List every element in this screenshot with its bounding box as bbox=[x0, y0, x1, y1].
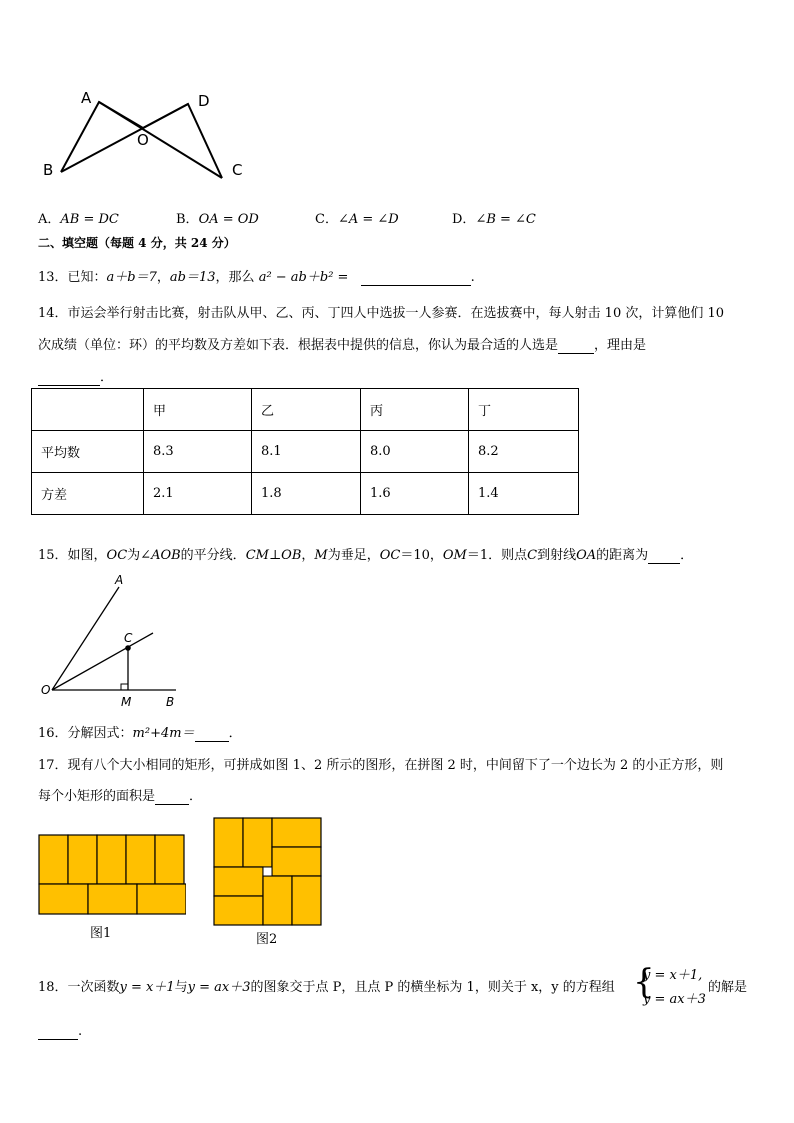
option-c bbox=[315, 208, 399, 227]
label-o: O bbox=[41, 683, 51, 697]
q14-line3 bbox=[38, 366, 113, 386]
table-cell: 1.8 bbox=[252, 473, 361, 515]
q15-text: 为垂足， bbox=[327, 548, 380, 563]
label-c: C bbox=[124, 631, 133, 645]
q17-line1: 17．现有八个大小相同的矩形，可拼成如图 1、2 所示的图形，在拼图 2 时，中间留下了一个边长为 2 的小正方形，则 bbox=[38, 758, 724, 773]
ray-oc bbox=[52, 633, 153, 690]
row-label: 方差 bbox=[32, 473, 144, 515]
q15-text: 15．如图， bbox=[38, 548, 107, 563]
q15-var: CM⊥OB bbox=[245, 548, 302, 563]
q13-blank[interactable] bbox=[361, 270, 471, 286]
center-square-hole bbox=[263, 867, 272, 876]
q17-line2-end: ． bbox=[189, 789, 203, 804]
label-a: A bbox=[115, 573, 124, 587]
q15-text: 为 bbox=[127, 548, 141, 563]
option-d-text: ∠B = ∠C bbox=[475, 212, 536, 227]
label-o: O bbox=[137, 131, 149, 149]
table-header-cell: 乙 bbox=[252, 389, 361, 431]
option-a-letter: A． bbox=[38, 212, 61, 227]
small-rectangle bbox=[88, 884, 137, 914]
small-rectangle bbox=[263, 876, 292, 925]
rectangles-figure-2 bbox=[213, 817, 323, 926]
table-cell: 1.4 bbox=[469, 473, 579, 515]
q16-prefix: 16．分解因式： bbox=[38, 726, 133, 741]
q18-line1 bbox=[38, 976, 615, 995]
q18-line2 bbox=[38, 1024, 82, 1040]
label-a: A bbox=[81, 89, 92, 107]
q15-text: 的平分线． bbox=[180, 548, 246, 563]
q18-tail: 的解是 bbox=[708, 980, 748, 995]
bowtie-figure bbox=[38, 86, 258, 188]
scores-table bbox=[31, 388, 579, 515]
q16-expr: m²+4m＝ bbox=[132, 726, 195, 741]
system-brace: { bbox=[633, 962, 655, 1002]
small-rectangle bbox=[126, 835, 155, 884]
q15-var: OC bbox=[379, 548, 401, 563]
table-header-cell: 丙 bbox=[361, 389, 469, 431]
q15-var: OA bbox=[576, 548, 597, 563]
q13-end: . bbox=[470, 270, 475, 285]
q14-blank-person[interactable] bbox=[558, 338, 594, 354]
q17-line2-text: 每个小矩形的面积是 bbox=[38, 789, 156, 804]
option-b bbox=[176, 208, 259, 227]
q14-line3-end: ． bbox=[100, 370, 114, 385]
fig1-caption: 图1 bbox=[90, 926, 112, 941]
q18-text: 的图象交于点 P，且点 P 的横坐标为 1，则关于 x，y 的方程组 bbox=[250, 980, 615, 995]
label-b: B bbox=[43, 161, 54, 179]
small-rectangle bbox=[272, 818, 321, 847]
table-cell: 8.3 bbox=[144, 431, 252, 473]
label-c: C bbox=[232, 161, 243, 179]
q15-var: C bbox=[527, 548, 538, 563]
q18-blank[interactable] bbox=[38, 1024, 78, 1040]
q15-var: ∠AOB bbox=[140, 548, 181, 563]
small-rectangle bbox=[214, 818, 243, 867]
label-d: D bbox=[198, 92, 210, 110]
table-header-cell: 甲 bbox=[144, 389, 252, 431]
q15-text: ＝10， bbox=[400, 548, 443, 563]
q13-cond2: ab＝13 bbox=[169, 270, 216, 285]
small-rectangle bbox=[39, 835, 68, 884]
q15-var: OC bbox=[106, 548, 128, 563]
option-b-letter: B． bbox=[176, 212, 199, 227]
q15-var: M bbox=[314, 548, 328, 563]
table-cell bbox=[32, 389, 144, 431]
option-c-letter: C． bbox=[315, 212, 338, 227]
small-rectangle bbox=[137, 884, 186, 914]
q14-line2-end: ，理由是 bbox=[594, 338, 647, 353]
table-row bbox=[32, 473, 579, 515]
q14-line2-text: 次成绩（单位：环）的平均数及方差如下表．根据表中提供的信息，你认为最合适的人选是 bbox=[38, 338, 559, 353]
q17-blank[interactable] bbox=[155, 789, 189, 805]
q15-var: OM bbox=[442, 548, 467, 563]
q13-expr: a² − ab＋b² = bbox=[258, 270, 349, 285]
table-cell: 2.1 bbox=[144, 473, 252, 515]
option-b-text: OA = OD bbox=[198, 212, 259, 227]
question-16 bbox=[38, 722, 242, 742]
table-cell: 8.0 bbox=[361, 431, 469, 473]
label-b: B bbox=[166, 695, 175, 709]
system-eq2: y = ax＋3 bbox=[643, 992, 706, 1007]
point-c bbox=[125, 645, 131, 651]
small-rectangle bbox=[68, 835, 97, 884]
q13-prefix: 13．已知： bbox=[38, 270, 107, 285]
q15-blank[interactable] bbox=[648, 548, 680, 564]
system-eq1: y = x＋1, bbox=[643, 968, 703, 983]
q14-blank-reason[interactable] bbox=[38, 370, 100, 386]
q15-text: ＝1．则点 bbox=[466, 548, 528, 563]
small-rectangle bbox=[39, 884, 88, 914]
option-d bbox=[452, 208, 536, 227]
q17-line2 bbox=[38, 785, 202, 805]
question-15 bbox=[38, 544, 693, 564]
option-a bbox=[38, 208, 119, 227]
small-rectangle bbox=[97, 835, 126, 884]
small-rectangle bbox=[272, 847, 321, 876]
option-c-text: ∠A = ∠D bbox=[337, 212, 399, 227]
q14-line1: 14．市运会举行射击比赛，射击队从甲、乙、丙、丁四人中选拔一人参赛．在选拔赛中，每人射击 10 次，计算他们 10 bbox=[38, 306, 725, 321]
q13-then: ，那么 bbox=[215, 270, 255, 285]
q13-cond1: a＋b＝7 bbox=[106, 270, 157, 285]
angle-bisector-figure bbox=[38, 572, 188, 712]
fig2-caption: 图2 bbox=[256, 932, 278, 947]
option-d-letter: D． bbox=[452, 212, 476, 227]
question-13 bbox=[38, 266, 475, 286]
triangle-aob bbox=[61, 102, 143, 172]
q15-text: ， bbox=[301, 548, 315, 563]
small-rectangle bbox=[214, 896, 263, 925]
small-rectangle bbox=[155, 835, 184, 884]
q14-line2 bbox=[38, 334, 646, 354]
q18-end: . bbox=[78, 1024, 83, 1039]
row-label: 平均数 bbox=[32, 431, 144, 473]
q13-sep: ， bbox=[156, 270, 170, 285]
table-header-row bbox=[32, 389, 579, 431]
rectangles-figure-1 bbox=[38, 834, 186, 916]
small-rectangle bbox=[214, 867, 263, 896]
triangle-doc bbox=[143, 104, 222, 178]
table-row bbox=[32, 431, 579, 473]
table-cell: 8.2 bbox=[469, 431, 579, 473]
q18-func1: y = x＋1 bbox=[119, 980, 175, 995]
section-title: 二、填空题（每题 4 分，共 24 分） bbox=[38, 236, 236, 250]
q16-end: ． bbox=[228, 726, 242, 741]
q18-text: 与 bbox=[174, 980, 188, 995]
table-cell: 8.1 bbox=[252, 431, 361, 473]
small-rectangle bbox=[243, 818, 272, 867]
q15-text: 到射线 bbox=[537, 548, 577, 563]
q15-end: ． bbox=[680, 548, 694, 563]
small-rectangle bbox=[292, 876, 321, 925]
table-cell: 1.6 bbox=[361, 473, 469, 515]
table-header-cell: 丁 bbox=[469, 389, 579, 431]
q16-blank[interactable] bbox=[195, 726, 229, 742]
right-angle-mark bbox=[121, 684, 128, 690]
q15-text: 的距离为 bbox=[596, 548, 649, 563]
q18-text: 18．一次函数 bbox=[38, 980, 120, 995]
q18-func2: y = ax＋3 bbox=[187, 980, 251, 995]
option-a-text: AB = DC bbox=[60, 212, 119, 227]
label-m: M bbox=[121, 695, 132, 709]
ray-oa bbox=[52, 587, 119, 690]
